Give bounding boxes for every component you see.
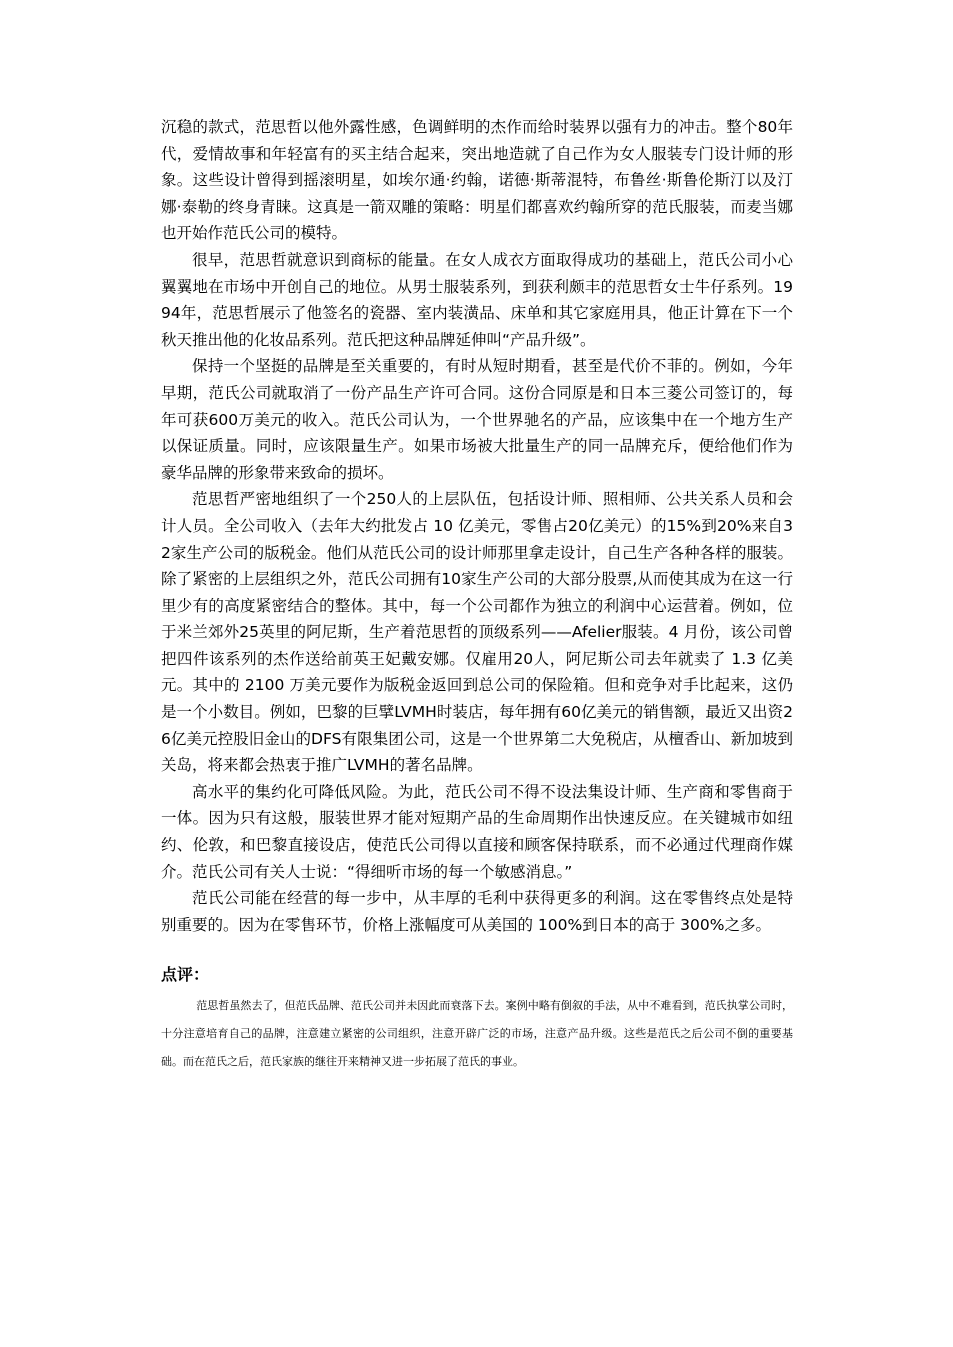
body-paragraph-1: 沉稳的款式，范思哲以他外露性感，色调鲜明的杰作而给时装界以强有力的冲击。整个80年代，爱情故事和年轻富有的买主结合起来，突出地造就了自己作为女人服装专门设计师的形象。这些设计曾得到摇滚明星，如埃尔通·约翰，诺德·斯蒂混特，布鲁丝·斯鲁伦斯汀以及汀娜·泰勒的终身青睐。这真是一箭双雕的策略：明星们都喜欢约翰所穿的范氏服装，而麦当娜也开始作范氏公司的模特。 [161, 118, 793, 243]
body-paragraph-6: 范氏公司能在经营的每一步中，从丰厚的毛利中获得更多的利润。这在零售终点处是特别重要的。因为在零售环节，价格上涨幅度可从美国的 100%到日本的高于 300%之多。 [161, 889, 793, 934]
body-paragraph-3: 保持一个坚挺的品牌是至关重要的，有时从短时期看，甚至是代价不菲的。例如，今年早期，范氏公司就取消了一份产品生产许可合同。这份合同原是和日本三菱公司签订的，每年可获600万美元的收入。范氏公司认为，一个世界驰名的产品，应该集中在一个地方生产以保证质量。同时，应该限量生产。如果市场被大批量生产的同一品牌充斥，便给他们作为豪华品牌的形象带来致命的损坏。 [161, 357, 793, 482]
body-paragraph-2: 很早，范思哲就意识到商标的能量。在女人成衣方面取得成功的基础上，范氏公司小心翼翼地在市场中开创自己的地位。从男士服装系列，到获利颇丰的范思哲女士牛仔系列。1994年，范思哲展示了他签名的瓷器、室内装潢品、床单和其它家庭用具，他正计算在下一个秋天推出他的化妆品系列。范氏把这种品牌延伸叫“产品升级”。 [161, 250, 793, 349]
review-heading: 点评： [161, 965, 210, 985]
body-paragraph-5: 高水平的集约化可降低风险。为此，范氏公司不得不设法集设计师、生产商和零售商于一体。因为只有这般，服装世界才能对短期产品的生命周期作出快速反应。在关键城市如纽约、伦敦，和巴黎直接设店，使范氏公司得以直接和顾客保持联系，而不必通过代理商作媒介。范氏公司有关人士说：“得细听市场的每一个敏感消息。” [161, 782, 793, 881]
document-page [161, 114, 793, 1076]
body-paragraph-4: 范思哲严密地组织了一个250人的上层队伍，包括设计师、照相师、公共关系人员和会计人员。全公司收入（去年大约批发占 10 亿美元，零售占20亿美元）的15%到20%来自32家生产公司的版税金。他们从范氏公司的设计师那里拿走设计，自己生产各种各样的服装。除了紧密的上层组织之外，范氏公司拥有10家生产公司的大部分股票,从而使其成为在这一行里少有的高度紧密结合的整体。其中，每一个公司都作为独立的利润中心运营着。例如，位于米兰郊外25英里的阿尼斯，生产着范思哲的顶级系列——Afelier服装。4 月份，该公司曾把四件该系列的杰作送给前英王妃戴安娜。仅雇用20人，阿尼斯公司去年就卖了 1.3 亿美元。其中的 2100 万美元要作为版税金返回到总公司的保险箱。但和竞争对手比起来，这仍是一个小数目。例如，巴黎的巨擘LVMH时装店，每年拥有60亿美元的销售额，最近又出资26亿美元控股旧金山的DFS有限集团公司，这是一个世界第二大免税店，从檀香山、新加坡到关岛，将来都会热衷于推广LVMH的著名品牌。 [161, 490, 793, 775]
review-paragraph: 范思哲虽然去了，但范氏品牌、范氏公司并未因此而衰落下去。案例中略有倒叙的手法，从中不难看到，范氏执掌公司时，十分注意培育自己的品牌，注意建立紧密的公司组织，注意开辟广泛的市场，注意产品升级。这些是范氏之后公司不倒的重要基础。而在范氏之后，范氏家族的继往开来精神又进一步拓展了范氏的事业。 [161, 999, 793, 1069]
